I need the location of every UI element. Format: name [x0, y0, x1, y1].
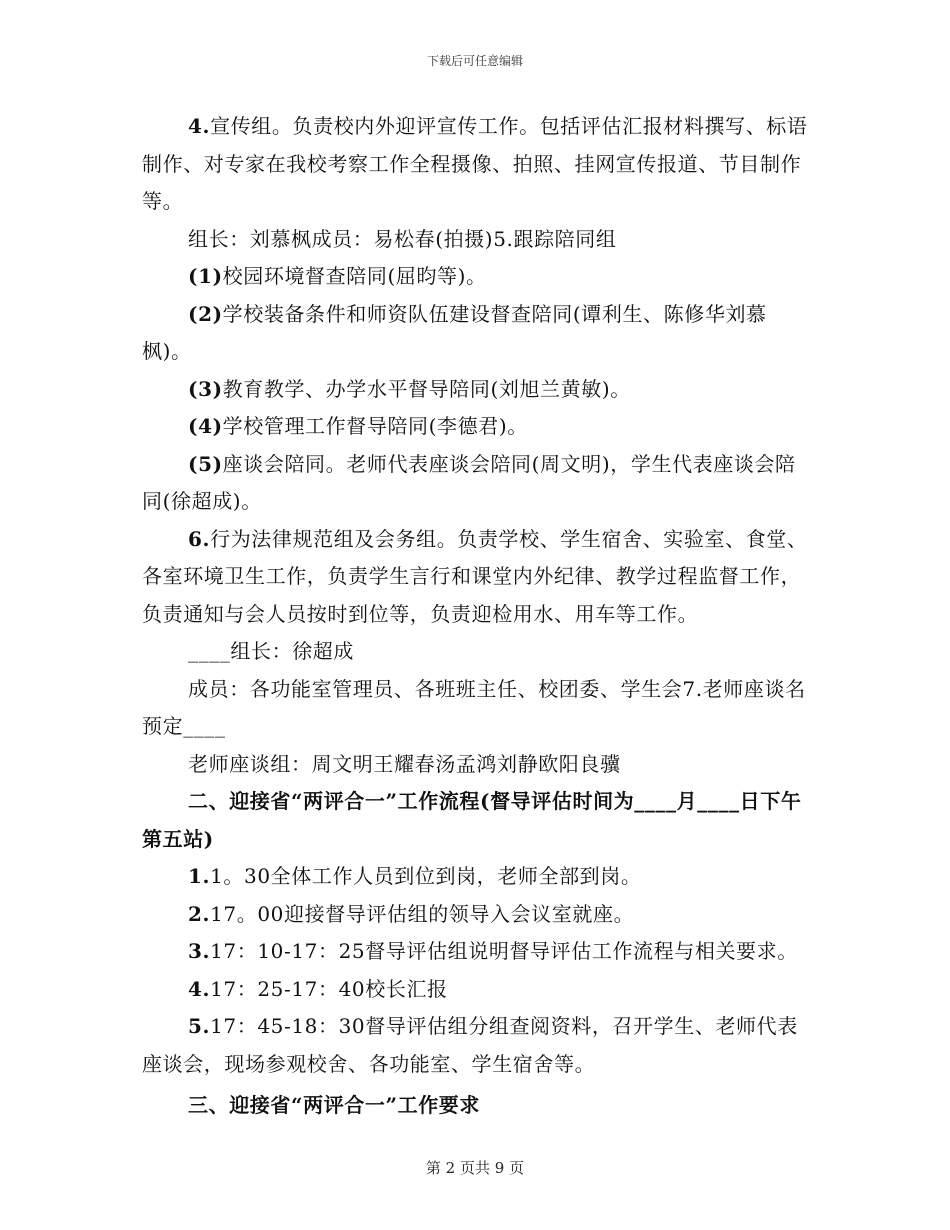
paragraph-step-5: 5.17：45-18：30督导评估组分组查阅资料，召开学生、老师代表座谈会，现场参观校舍、各功能室、学生宿舍等。: [142, 1014, 798, 1076]
paragraph-publicity-group: 4.宣传组。负责校内外迎评宣传工作。包括评估汇报材料撰写、标语制作、对专家在我校考察工作全程摄像、拍照、挂网宣传报道、节目制作等。: [142, 114, 808, 213]
paragraph-conduct-members: 成员：各功能室管理员、各班班主任、校团委、学生会7.老师座谈名预定____: [142, 676, 806, 738]
paragraph-item-4: (4)学校管理工作督导陪同(李德君)。: [188, 414, 528, 438]
section-heading-requirements: 三、迎接省“两评合一”工作要求: [188, 1093, 481, 1117]
section-heading-workflow: 二、迎接省“两评合一”工作流程(督导评估时间为____月____日下午第五站): [142, 789, 802, 851]
page-footer: 第 2 页共 9 页: [425, 1159, 525, 1177]
page-header: 下载后可任意编辑: [426, 54, 523, 68]
paragraph-item-2: (2)学校装备条件和师资队伍建设督查陪同(谭利生、陈修华刘慕枫)。: [142, 301, 767, 363]
paragraph-step-4: 4.17：25-17：40校长汇报: [188, 976, 448, 1001]
paragraph-conduct-leader: ____组长：徐超成: [188, 639, 354, 663]
paragraph-step-1: 1.1。30全体工作人员到位到岗，老师全部到岗。: [188, 864, 642, 888]
paragraph-teacher-panel: 老师座谈组：周文明王耀春汤孟鸿刘静欧阳良骥: [188, 751, 621, 776]
document-body: [142, 108, 812, 1125]
paragraph-item-5: (5)座谈会陪同。老师代表座谈会陪同(周文明)，学生代表座谈会陪同(徐超成)。: [142, 451, 796, 513]
paragraph-publicity-leader: 组长：刘慕枫成员：易松春(拍摄)5.跟踪陪同组: [188, 226, 617, 251]
paragraph-step-3: 3.17：10-17：25督导评估组说明督导评估工作流程与相关要求。: [188, 939, 798, 963]
paragraph-step-2: 2.17。00迎接督导评估组的领导入会议室就座。: [188, 901, 635, 926]
paragraph-item-3: (3)教育教学、办学水平督导陪同(刘旭兰黄敏)。: [188, 376, 631, 401]
paragraph-conduct-group: 6.行为法律规范组及会务组。负责学校、学生宿舍、实验室、食堂、各室环境卫生工作，负责学生言行和课堂内外纪律、教学过程监督工作，负责通知与会人员按时到位等，负责迎检用水、用车等工作。: [142, 526, 808, 626]
paragraph-item-1: (1)校园环境督查陪同(屈昀等)。: [188, 264, 487, 288]
